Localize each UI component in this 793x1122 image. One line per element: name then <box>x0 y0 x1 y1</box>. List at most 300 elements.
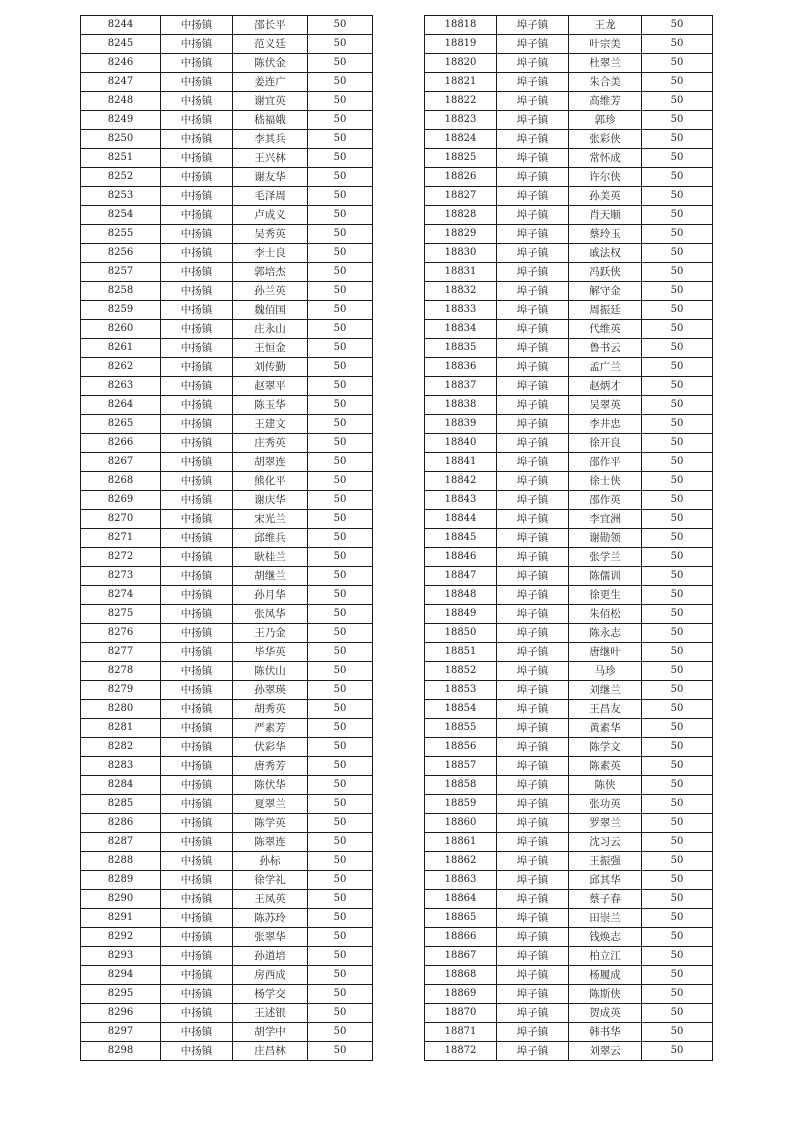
table-row <box>425 377 713 396</box>
name-cell: 罗翠兰 <box>569 814 642 833</box>
id-cell: 18848 <box>425 586 497 605</box>
amount-cell: 50 <box>308 168 373 187</box>
name-cell: 朱合美 <box>569 73 642 92</box>
amount-cell: 50 <box>642 548 713 567</box>
id-cell: 18822 <box>425 92 497 111</box>
id-cell: 18857 <box>425 757 497 776</box>
amount-cell: 50 <box>308 320 373 339</box>
amount-cell: 50 <box>642 491 713 510</box>
town-cell: 埠子镇 <box>497 73 569 92</box>
town-cell: 中扬镇 <box>161 92 233 111</box>
amount-cell: 50 <box>308 795 373 814</box>
amount-cell: 50 <box>308 244 373 263</box>
id-cell: 8257 <box>81 263 161 282</box>
name-cell: 熊化平 <box>233 472 308 491</box>
table-row <box>425 301 713 320</box>
name-cell: 解守金 <box>569 282 642 301</box>
id-cell: 8259 <box>81 301 161 320</box>
id-cell: 18856 <box>425 738 497 757</box>
name-cell: 刘继兰 <box>569 681 642 700</box>
town-cell: 中扬镇 <box>161 928 233 947</box>
id-cell: 18859 <box>425 795 497 814</box>
id-cell: 8273 <box>81 567 161 586</box>
id-cell: 18865 <box>425 909 497 928</box>
table-row <box>81 54 373 73</box>
amount-cell: 50 <box>642 852 713 871</box>
name-cell: 陈伏华 <box>233 776 308 795</box>
table-row <box>425 415 713 434</box>
town-cell: 中扬镇 <box>161 1042 233 1061</box>
id-cell: 8291 <box>81 909 161 928</box>
town-cell: 埠子镇 <box>497 54 569 73</box>
table-row <box>425 472 713 491</box>
id-cell: 8292 <box>81 928 161 947</box>
town-cell: 中扬镇 <box>161 909 233 928</box>
table-row <box>81 605 373 624</box>
amount-cell: 50 <box>642 206 713 225</box>
amount-cell: 50 <box>642 871 713 890</box>
town-cell: 埠子镇 <box>497 510 569 529</box>
name-cell: 戚法权 <box>569 244 642 263</box>
town-cell: 中扬镇 <box>161 548 233 567</box>
amount-cell: 50 <box>642 909 713 928</box>
amount-cell: 50 <box>642 472 713 491</box>
id-cell: 8255 <box>81 225 161 244</box>
roster-table-right <box>424 15 713 1061</box>
table-row <box>425 947 713 966</box>
name-cell: 邵长平 <box>233 16 308 35</box>
amount-cell: 50 <box>308 130 373 149</box>
id-cell: 8249 <box>81 111 161 130</box>
table-row <box>425 776 713 795</box>
table-row <box>425 187 713 206</box>
amount-cell: 50 <box>308 833 373 852</box>
name-cell: 庄秀英 <box>233 434 308 453</box>
table-row <box>425 73 713 92</box>
id-cell: 8250 <box>81 130 161 149</box>
amount-cell: 50 <box>642 567 713 586</box>
town-cell: 中扬镇 <box>161 890 233 909</box>
id-cell: 18863 <box>425 871 497 890</box>
name-cell: 王昌友 <box>569 700 642 719</box>
table-row <box>81 130 373 149</box>
name-cell: 田崇兰 <box>569 909 642 928</box>
town-cell: 中扬镇 <box>161 225 233 244</box>
town-cell: 埠子镇 <box>497 700 569 719</box>
table-row <box>81 871 373 890</box>
amount-cell: 50 <box>642 73 713 92</box>
amount-cell: 50 <box>308 282 373 301</box>
id-cell: 18868 <box>425 966 497 985</box>
name-cell: 常怀成 <box>569 149 642 168</box>
id-cell: 18821 <box>425 73 497 92</box>
amount-cell: 50 <box>308 263 373 282</box>
town-cell: 中扬镇 <box>161 852 233 871</box>
town-cell: 中扬镇 <box>161 871 233 890</box>
table-row <box>81 719 373 738</box>
table-row <box>81 377 373 396</box>
amount-cell: 50 <box>308 624 373 643</box>
name-cell: 王恒金 <box>233 339 308 358</box>
amount-cell: 50 <box>642 586 713 605</box>
town-cell: 埠子镇 <box>497 624 569 643</box>
name-cell: 谢勋领 <box>569 529 642 548</box>
town-cell: 埠子镇 <box>497 1004 569 1023</box>
amount-cell: 50 <box>308 890 373 909</box>
name-cell: 范义廷 <box>233 35 308 54</box>
name-cell: 冯跃侠 <box>569 263 642 282</box>
town-cell: 埠子镇 <box>497 548 569 567</box>
name-cell: 沈习云 <box>569 833 642 852</box>
amount-cell: 50 <box>642 719 713 738</box>
amount-cell: 50 <box>308 472 373 491</box>
amount-cell: 50 <box>308 396 373 415</box>
town-cell: 中扬镇 <box>161 453 233 472</box>
id-cell: 8278 <box>81 662 161 681</box>
id-cell: 8279 <box>81 681 161 700</box>
table-row <box>425 624 713 643</box>
town-cell: 中扬镇 <box>161 757 233 776</box>
table-row <box>81 757 373 776</box>
id-cell: 8272 <box>81 548 161 567</box>
amount-cell: 50 <box>308 871 373 890</box>
name-cell: 李士良 <box>233 244 308 263</box>
town-cell: 中扬镇 <box>161 434 233 453</box>
name-cell: 孙道培 <box>233 947 308 966</box>
town-cell: 中扬镇 <box>161 168 233 187</box>
amount-cell: 50 <box>308 548 373 567</box>
id-cell: 8274 <box>81 586 161 605</box>
id-cell: 8252 <box>81 168 161 187</box>
table-row <box>425 339 713 358</box>
id-cell: 8248 <box>81 92 161 111</box>
id-cell: 8269 <box>81 491 161 510</box>
id-cell: 8258 <box>81 282 161 301</box>
amount-cell: 50 <box>308 187 373 206</box>
amount-cell: 50 <box>308 1004 373 1023</box>
town-cell: 埠子镇 <box>497 206 569 225</box>
id-cell: 8287 <box>81 833 161 852</box>
id-cell: 18836 <box>425 358 497 377</box>
name-cell: 高维芳 <box>569 92 642 111</box>
name-cell: 孙翠瑛 <box>233 681 308 700</box>
amount-cell: 50 <box>308 643 373 662</box>
town-cell: 中扬镇 <box>161 491 233 510</box>
id-cell: 18858 <box>425 776 497 795</box>
id-cell: 8286 <box>81 814 161 833</box>
table-row <box>425 795 713 814</box>
amount-cell: 50 <box>308 358 373 377</box>
table-row <box>425 928 713 947</box>
id-cell: 18818 <box>425 16 497 35</box>
id-cell: 8260 <box>81 320 161 339</box>
table-row <box>81 92 373 111</box>
table-row <box>81 624 373 643</box>
id-cell: 18829 <box>425 225 497 244</box>
table-row <box>81 928 373 947</box>
town-cell: 中扬镇 <box>161 358 233 377</box>
name-cell: 谢友华 <box>233 168 308 187</box>
town-cell: 中扬镇 <box>161 282 233 301</box>
town-cell: 中扬镇 <box>161 263 233 282</box>
town-cell: 埠子镇 <box>497 567 569 586</box>
name-cell: 邱其华 <box>569 871 642 890</box>
name-cell: 郭珍 <box>569 111 642 130</box>
table-row <box>81 548 373 567</box>
table-row <box>81 890 373 909</box>
table-row <box>81 263 373 282</box>
id-cell: 18846 <box>425 548 497 567</box>
town-cell: 埠子镇 <box>497 719 569 738</box>
town-cell: 中扬镇 <box>161 16 233 35</box>
name-cell: 贺成英 <box>569 1004 642 1023</box>
id-cell: 18837 <box>425 377 497 396</box>
id-cell: 8254 <box>81 206 161 225</box>
table-row <box>425 149 713 168</box>
id-cell: 18855 <box>425 719 497 738</box>
id-cell: 18852 <box>425 662 497 681</box>
name-cell: 许尔侠 <box>569 168 642 187</box>
amount-cell: 50 <box>308 567 373 586</box>
amount-cell: 50 <box>642 928 713 947</box>
amount-cell: 50 <box>308 852 373 871</box>
amount-cell: 50 <box>642 757 713 776</box>
table-row <box>81 738 373 757</box>
id-cell: 8280 <box>81 700 161 719</box>
town-cell: 中扬镇 <box>161 320 233 339</box>
name-cell: 赵翠平 <box>233 377 308 396</box>
id-cell: 18849 <box>425 605 497 624</box>
town-cell: 埠子镇 <box>497 947 569 966</box>
table-row <box>81 776 373 795</box>
table-row <box>81 206 373 225</box>
table-row <box>425 510 713 529</box>
amount-cell: 50 <box>308 985 373 1004</box>
table-row <box>81 35 373 54</box>
id-cell: 8276 <box>81 624 161 643</box>
name-cell: 赵炳才 <box>569 377 642 396</box>
name-cell: 张功英 <box>569 795 642 814</box>
amount-cell: 50 <box>308 776 373 795</box>
amount-cell: 50 <box>642 1042 713 1061</box>
name-cell: 蔡玲玉 <box>569 225 642 244</box>
amount-cell: 50 <box>642 643 713 662</box>
name-cell: 王振强 <box>569 852 642 871</box>
id-cell: 8294 <box>81 966 161 985</box>
name-cell: 张凤华 <box>233 605 308 624</box>
town-cell: 埠子镇 <box>497 92 569 111</box>
id-cell: 8265 <box>81 415 161 434</box>
id-cell: 8253 <box>81 187 161 206</box>
town-cell: 埠子镇 <box>497 776 569 795</box>
table-row <box>81 985 373 1004</box>
id-cell: 8247 <box>81 73 161 92</box>
table-row <box>425 320 713 339</box>
table-row <box>425 567 713 586</box>
amount-cell: 50 <box>642 377 713 396</box>
id-cell: 18824 <box>425 130 497 149</box>
table-row <box>81 966 373 985</box>
amount-cell: 50 <box>642 339 713 358</box>
town-cell: 埠子镇 <box>497 833 569 852</box>
table-row <box>425 985 713 1004</box>
table-row <box>425 358 713 377</box>
table-row <box>425 738 713 757</box>
table-row <box>425 757 713 776</box>
name-cell: 吴秀英 <box>233 225 308 244</box>
town-cell: 中扬镇 <box>161 662 233 681</box>
id-cell: 18842 <box>425 472 497 491</box>
id-cell: 8268 <box>81 472 161 491</box>
name-cell: 唐继叶 <box>569 643 642 662</box>
name-cell: 吴翠英 <box>569 396 642 415</box>
amount-cell: 50 <box>642 453 713 472</box>
town-cell: 埠子镇 <box>497 662 569 681</box>
amount-cell: 50 <box>308 453 373 472</box>
amount-cell: 50 <box>642 35 713 54</box>
name-cell: 孙标 <box>233 852 308 871</box>
name-cell: 徐学礼 <box>233 871 308 890</box>
table-row <box>425 168 713 187</box>
town-cell: 中扬镇 <box>161 339 233 358</box>
town-cell: 埠子镇 <box>497 377 569 396</box>
table-row <box>425 643 713 662</box>
amount-cell: 50 <box>642 966 713 985</box>
name-cell: 陈素英 <box>569 757 642 776</box>
id-cell: 18861 <box>425 833 497 852</box>
name-cell: 陈学英 <box>233 814 308 833</box>
town-cell: 埠子镇 <box>497 396 569 415</box>
amount-cell: 50 <box>308 928 373 947</box>
table-row <box>425 206 713 225</box>
table-row <box>81 795 373 814</box>
amount-cell: 50 <box>642 16 713 35</box>
table-row <box>425 453 713 472</box>
table-row <box>425 225 713 244</box>
town-cell: 中扬镇 <box>161 833 233 852</box>
town-cell: 埠子镇 <box>497 1042 569 1061</box>
table-row <box>81 662 373 681</box>
id-cell: 8281 <box>81 719 161 738</box>
name-cell: 李宜洲 <box>569 510 642 529</box>
town-cell: 埠子镇 <box>497 529 569 548</box>
town-cell: 中扬镇 <box>161 586 233 605</box>
amount-cell: 50 <box>308 92 373 111</box>
name-cell: 胡继兰 <box>233 567 308 586</box>
name-cell: 夏翠兰 <box>233 795 308 814</box>
table-row <box>425 16 713 35</box>
id-cell: 18819 <box>425 35 497 54</box>
amount-cell: 50 <box>642 358 713 377</box>
id-cell: 18870 <box>425 1004 497 1023</box>
table-row <box>425 909 713 928</box>
amount-cell: 50 <box>642 529 713 548</box>
id-cell: 18835 <box>425 339 497 358</box>
table-row <box>81 909 373 928</box>
town-cell: 中扬镇 <box>161 187 233 206</box>
town-cell: 埠子镇 <box>497 491 569 510</box>
id-cell: 18871 <box>425 1023 497 1042</box>
amount-cell: 50 <box>642 624 713 643</box>
amount-cell: 50 <box>308 301 373 320</box>
town-cell: 埠子镇 <box>497 339 569 358</box>
name-cell: 朱佰松 <box>569 605 642 624</box>
town-cell: 中扬镇 <box>161 529 233 548</box>
amount-cell: 50 <box>308 149 373 168</box>
town-cell: 中扬镇 <box>161 966 233 985</box>
name-cell: 陈侠 <box>569 776 642 795</box>
amount-cell: 50 <box>308 415 373 434</box>
town-cell: 埠子镇 <box>497 434 569 453</box>
id-cell: 18843 <box>425 491 497 510</box>
name-cell: 郭培杰 <box>233 263 308 282</box>
table-row <box>425 586 713 605</box>
name-cell: 张学兰 <box>569 548 642 567</box>
table-row <box>81 472 373 491</box>
town-cell: 中扬镇 <box>161 624 233 643</box>
name-cell: 陈玉华 <box>233 396 308 415</box>
name-cell: 陈斯侠 <box>569 985 642 1004</box>
amount-cell: 50 <box>308 586 373 605</box>
table-row <box>81 282 373 301</box>
name-cell: 周振廷 <box>569 301 642 320</box>
amount-cell: 50 <box>642 833 713 852</box>
amount-cell: 50 <box>308 909 373 928</box>
id-cell: 18827 <box>425 187 497 206</box>
id-cell: 8289 <box>81 871 161 890</box>
name-cell: 孙兰英 <box>233 282 308 301</box>
table-row <box>425 852 713 871</box>
table-row <box>425 1042 713 1061</box>
name-cell: 胡秀英 <box>233 700 308 719</box>
table-row <box>81 434 373 453</box>
table-row <box>81 244 373 263</box>
town-cell: 埠子镇 <box>497 111 569 130</box>
town-cell: 中扬镇 <box>161 605 233 624</box>
town-cell: 埠子镇 <box>497 282 569 301</box>
id-cell: 8246 <box>81 54 161 73</box>
town-cell: 埠子镇 <box>497 890 569 909</box>
id-cell: 8264 <box>81 396 161 415</box>
name-cell: 代维英 <box>569 320 642 339</box>
name-cell: 房西成 <box>233 966 308 985</box>
amount-cell: 50 <box>642 776 713 795</box>
amount-cell: 50 <box>308 339 373 358</box>
amount-cell: 50 <box>308 738 373 757</box>
id-cell: 18833 <box>425 301 497 320</box>
amount-cell: 50 <box>642 415 713 434</box>
name-cell: 黄素华 <box>569 719 642 738</box>
id-cell: 8284 <box>81 776 161 795</box>
id-cell: 18853 <box>425 681 497 700</box>
amount-cell: 50 <box>642 168 713 187</box>
amount-cell: 50 <box>642 681 713 700</box>
id-cell: 8270 <box>81 510 161 529</box>
table-row <box>81 833 373 852</box>
name-cell: 徐更生 <box>569 586 642 605</box>
name-cell: 毕华英 <box>233 643 308 662</box>
id-cell: 8283 <box>81 757 161 776</box>
amount-cell: 50 <box>642 985 713 1004</box>
id-cell: 18832 <box>425 282 497 301</box>
table-row <box>81 358 373 377</box>
amount-cell: 50 <box>642 662 713 681</box>
name-cell: 陈永志 <box>569 624 642 643</box>
amount-cell: 50 <box>642 700 713 719</box>
table-row <box>81 1042 373 1061</box>
amount-cell: 50 <box>308 681 373 700</box>
town-cell: 埠子镇 <box>497 757 569 776</box>
